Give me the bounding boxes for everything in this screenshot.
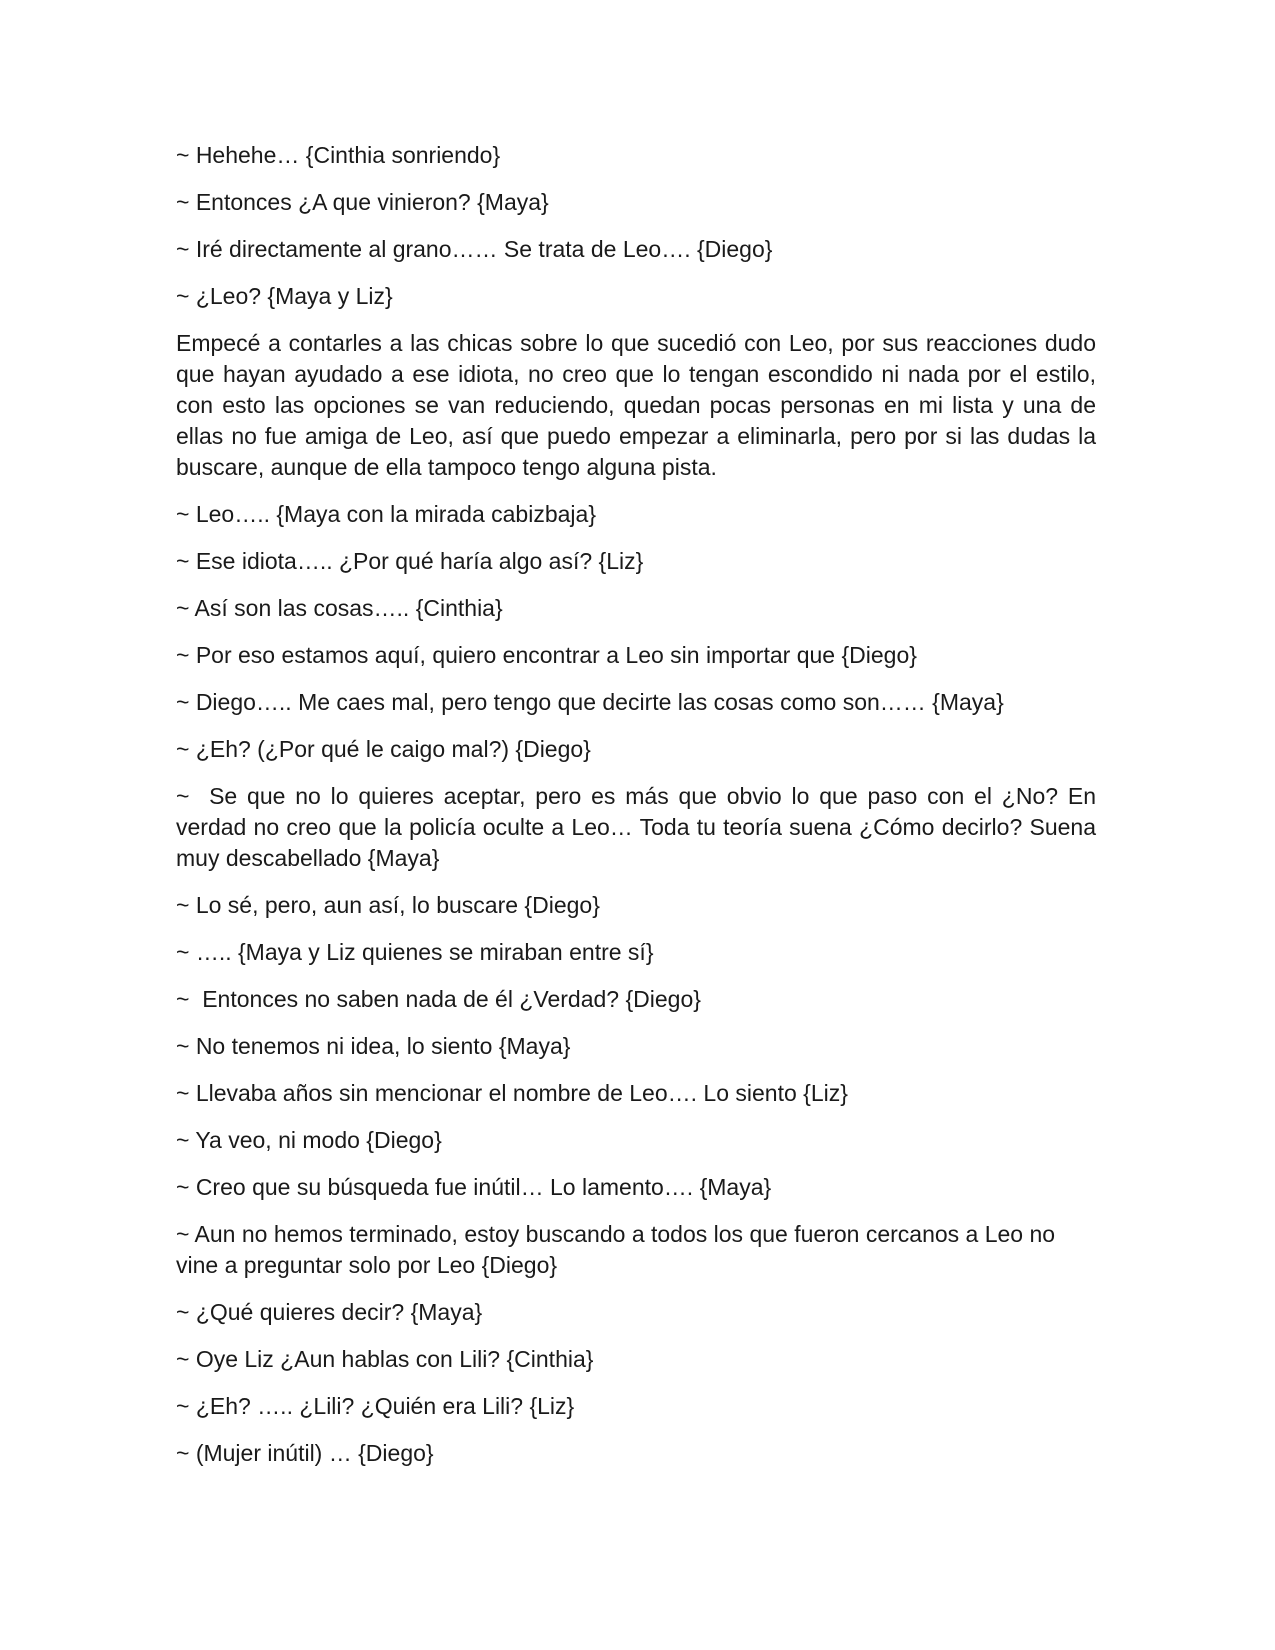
dialogue-line: ~ Entonces no saben nada de él ¿Verdad? {Diego} [176, 986, 701, 1012]
dialogue-line: ~ Por eso estamos aquí, quiero encontrar a Leo sin importar que {Diego} [176, 642, 917, 668]
dialogue-line: ~ Ya veo, ni modo {Diego} [176, 1127, 442, 1153]
dialogue-line: ~ ¿Qué quieres decir? {Maya} [176, 1299, 483, 1325]
dialogue-line: ~ Creo que su búsqueda fue inútil… Lo lamento…. {Maya} [176, 1174, 772, 1200]
dialogue-line: ~ (Mujer inútil) … {Diego} [176, 1440, 434, 1466]
dialogue-line: ~ Lo sé, pero, aun así, lo buscare {Diego} [176, 892, 600, 918]
dialogue-line: ~ ….. {Maya y Liz quienes se miraban entre sí} [176, 939, 654, 965]
dialogue-line: ~ Llevaba años sin mencionar el nombre de Leo…. Lo siento {Liz} [176, 1080, 848, 1106]
dialogue-line: ~ Hehehe… {Cinthia sonriendo} [176, 142, 501, 168]
dialogue-line: ~ ¿Eh? (¿Por qué le caigo mal?) {Diego} [176, 736, 591, 762]
dialogue-line: ~ Diego….. Me caes mal, pero tengo que decirte las cosas como son…… {Maya} [176, 689, 1004, 715]
dialogue-line: ~ ¿Eh? ….. ¿Lili? ¿Quién era Lili? {Liz} [176, 1393, 575, 1419]
dialogue-line: ~ Ese idiota….. ¿Por qué haría algo así? {Liz} [176, 548, 644, 574]
dialogue-line: ~ Se que no lo quieres aceptar, pero es más que obvio lo que paso con el ¿No? En verdad no creo que la policía oculte a Leo… Toda tu teoría suena ¿Cómo decirlo? Suena muy descabellado {Maya} [176, 783, 1103, 871]
dialogue-line: ~ No tenemos ni idea, lo siento {Maya} [176, 1033, 571, 1059]
dialogue-line: ~ Aun no hemos terminado, estoy buscando a todos los que fueron cercanos a Leo no vine a preguntar solo por Leo {Diego} [176, 1221, 1062, 1278]
dialogue-line: ~ Así son las cosas….. {Cinthia} [176, 595, 503, 621]
document-page [176, 140, 1103, 1485]
narration-paragraph: Empecé a contarles a las chicas sobre lo que sucedió con Leo, por sus reacciones dudo que hayan ayudado a ese idiota, no creo que lo tengan escondido ni nada por el estilo, con esto las opciones se van reduciendo, quedan pocas personas en mi lista y una de ellas no fue amiga de Leo, así que puedo empezar a eliminarla, pero por si las dudas la buscare, aunque de ella tampoco tengo alguna pista. [176, 330, 1103, 480]
dialogue-line: ~ Oye Liz ¿Aun hablas con Lili? {Cinthia} [176, 1346, 594, 1372]
dialogue-line: ~ Entonces ¿A que vinieron? {Maya} [176, 189, 549, 215]
dialogue-line: ~ Iré directamente al grano…… Se trata de Leo…. {Diego} [176, 236, 773, 262]
dialogue-line: ~ Leo….. {Maya con la mirada cabizbaja} [176, 501, 596, 527]
dialogue-line: ~ ¿Leo? {Maya y Liz} [176, 283, 393, 309]
